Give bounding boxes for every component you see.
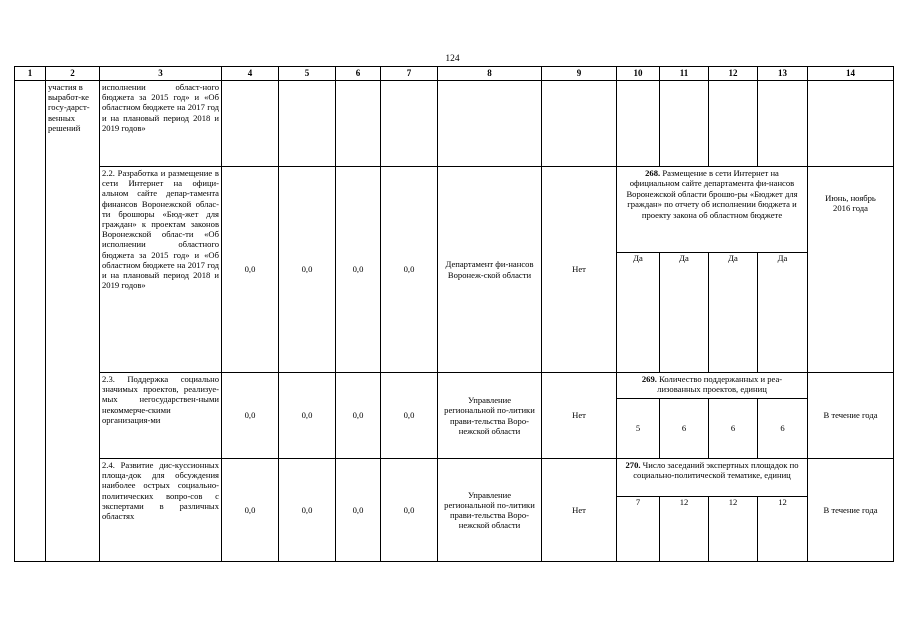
measure-cell: 2.2. Разработка и размещение в сети Интернет на офици-альном сайте депар-тамента финансов Воронежской облас-ти брошюры «Бюд-жет для граждан» к проектам законов Воронежской облас-ти «Об исполнении областного бюджета за 2015 год» и «Об областном бюджете на 2017 год и на плановый период 2018 и 2019 годов»: [100, 167, 222, 373]
value-cell: Нет: [542, 167, 617, 373]
executor-cell: Управление региональной по-литики прави-тельства Воро-нежской области: [438, 373, 542, 459]
term-cell: Июнь, ноябрь 2016 года: [808, 167, 893, 373]
value-cell: Нет: [542, 459, 617, 561]
value-cell: 0,0: [381, 373, 438, 459]
measure-cell: исполнении област-ного бюджета за 2015 год» и «Об областном бюджете на 2017 год и на плановый период 2018 и 2019 годов»: [100, 81, 222, 167]
indicator-cell: [617, 167, 808, 253]
empty-cell: [438, 81, 542, 167]
empty-cell: [758, 81, 808, 167]
goal-cell: участия в выработ-ке госу-дарст-венных решений: [46, 81, 100, 561]
indicator-cell: [617, 373, 808, 399]
empty-cell: [336, 81, 381, 167]
term-cell: В течение года: [823, 504, 878, 515]
header-col-6: 6: [336, 67, 381, 81]
value-cell: 0,0: [279, 167, 336, 373]
empty-cell: [222, 81, 279, 167]
value-cell: 7: [617, 497, 660, 561]
value-cell: Да: [660, 253, 709, 373]
value-cell: 12: [758, 497, 808, 561]
indicator-text: Размещение в сети Интернет на официальном сайте департамента фи-нансов Воронежской области брошю-ры «Бюджет для граждан» по отчету об исполнении бюджета и проекту закона об областном бюджете: [626, 168, 798, 220]
header-col-13: 13: [758, 67, 808, 81]
header-col-9: 9: [542, 67, 617, 81]
value-cell: Нет: [542, 373, 617, 459]
header-col-11: 11: [660, 67, 709, 81]
col-1-cell: [15, 81, 46, 561]
term-cell: В течение года: [808, 373, 893, 459]
executor-cell: Департамент фи-нансов Воронеж-ской области: [438, 167, 542, 373]
value-cell: 0,0: [279, 373, 336, 459]
value-cell: 12: [660, 497, 709, 561]
indicator-cell: [617, 459, 808, 497]
value-cell: Да: [617, 253, 660, 373]
header-col-7: 7: [381, 67, 438, 81]
value-cell: 0,0: [381, 459, 438, 561]
measure-cell: 2.4. Развитие дис-куссионных площа-док для обсуждения наиболее острых социально-политических вопро-сов с экспертами в различных областях: [100, 459, 222, 561]
header-col-8: 8: [438, 67, 542, 81]
indicator-number: 268.: [645, 168, 661, 178]
header-col-2: 2: [46, 67, 100, 81]
value-cell: 0,0: [336, 167, 381, 373]
value-cell: 0,0: [222, 459, 279, 561]
executor-cell: Управление региональной по-литики прави-тельства Воро-нежской области: [438, 459, 542, 561]
measure-cell: 2.3. Поддержка социально значимых проектов, реализуе-мых негосударствен-ными некоммерче-скими организация-ми: [100, 373, 222, 459]
empty-cell: [279, 81, 336, 167]
indicator-text: Число заседаний экспертных площадок по социально-политической тематике, единиц: [633, 460, 799, 481]
value-cell: 0,0: [381, 167, 438, 373]
empty-cell: [808, 81, 893, 167]
header-col-4: 4: [222, 67, 279, 81]
value-cell: Да: [709, 253, 758, 373]
value-cell: 0,0: [336, 459, 381, 561]
empty-cell: [660, 81, 709, 167]
value-cell: 5: [617, 399, 660, 459]
value-cell: 0,0: [222, 167, 279, 373]
value-cell: 0,0: [279, 459, 336, 561]
value-cell: 0,0: [222, 373, 279, 459]
indicator-text: Количество поддержанных и реа-лизованных проектов, единиц: [657, 374, 783, 395]
header-col-12: 12: [709, 67, 758, 81]
empty-cell: [617, 81, 660, 167]
page-number: 124: [445, 54, 460, 64]
value-cell: 6: [660, 399, 709, 459]
value-cell: Да: [758, 253, 808, 373]
value-cell: 6: [758, 399, 808, 459]
indicator-number: 269.: [641, 374, 657, 384]
value-cell: 12: [709, 497, 758, 561]
header-col-10: 10: [617, 67, 660, 81]
indicator-number: 270.: [625, 460, 641, 470]
empty-cell: [381, 81, 438, 167]
header-col-3: 3: [100, 67, 222, 81]
empty-cell: [542, 81, 617, 167]
value-cell: 6: [709, 399, 758, 459]
value-cell: 0,0: [336, 373, 381, 459]
empty-cell: [709, 81, 758, 167]
header-col-1: 1: [15, 67, 46, 81]
program-table: [14, 66, 894, 562]
header-col-14: 14: [808, 67, 893, 81]
header-col-5: 5: [279, 67, 336, 81]
